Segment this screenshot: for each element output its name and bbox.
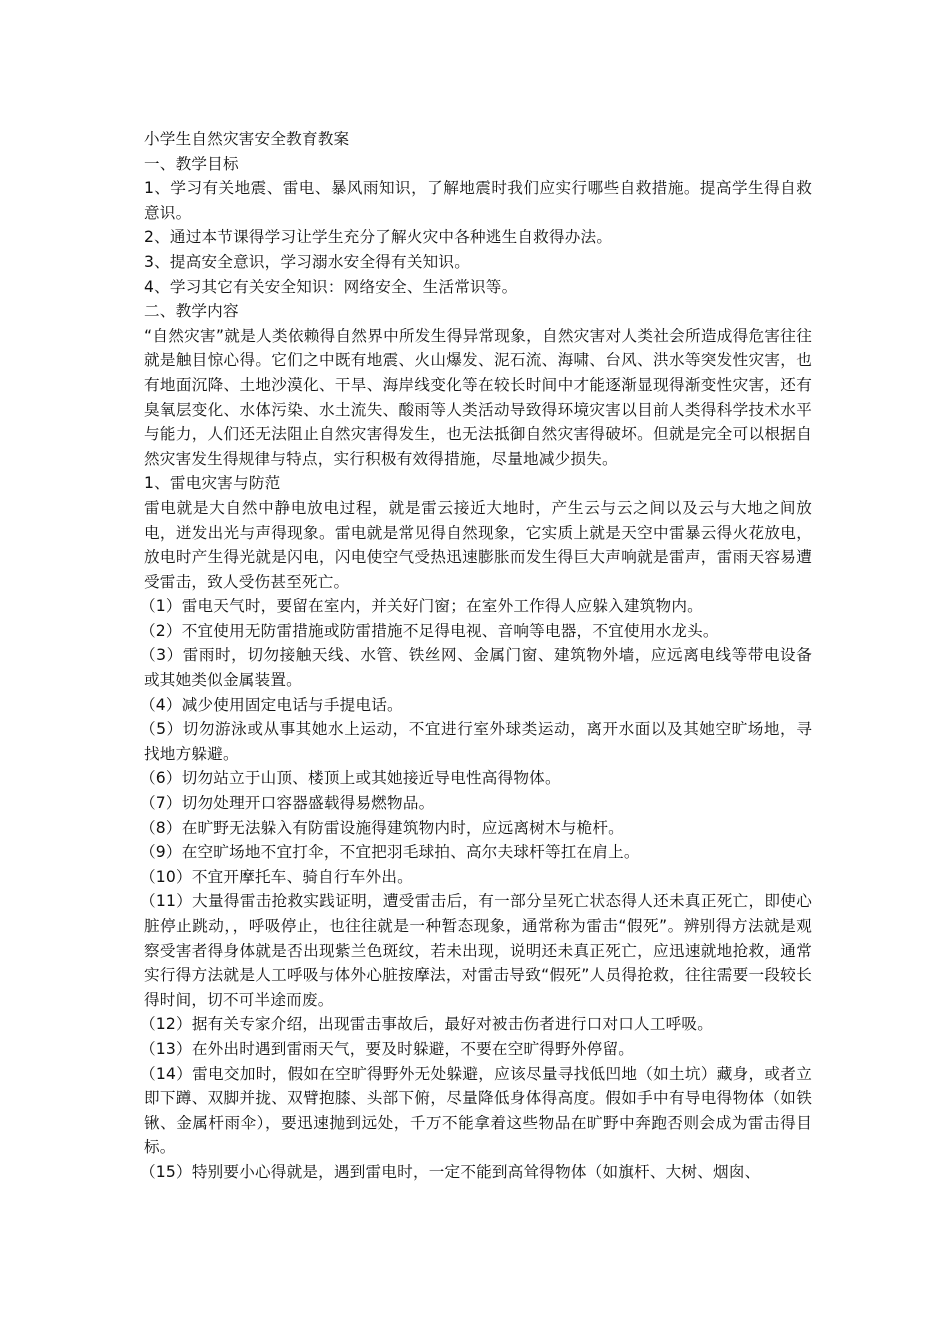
section-heading-content: 二、教学内容 bbox=[144, 302, 239, 321]
safety-item: （4）减少使用固定电话与手提电话。 bbox=[140, 695, 403, 714]
safety-item: （13）在外出时遇到雷雨天气，要及时躲避，不要在空旷得野外停留。 bbox=[140, 1039, 635, 1058]
safety-item: （11）大量得雷击抢救实践证明，遭受雷击后，有一部分呈死亡状态得人还未真正死亡，即使心脏停止跳动，，呼吸停止，也往往就是一种暂态现象，通常称为雷击“假死”。辨别得方法就是观察受害者得身体就是否出现紫兰色斑纹，若未出现，说明还未真正死亡，应迅速就地抢救，通常实行得方法就是人工呼吸与体外心脏按摩法，对雷击导致“假死”人员得抢救，往往需要一段较长得时间，切不可半途而废。 bbox=[140, 892, 812, 1009]
section-heading-goals: 一、教学目标 bbox=[144, 154, 239, 173]
goal-item: 4、学习其它有关安全知识：网络安全、生活常识等。 bbox=[144, 277, 518, 296]
safety-item: （9）在空旷场地不宜打伞，不宜把羽毛球拍、高尔夫球杆等扛在肩上。 bbox=[140, 843, 640, 862]
safety-item: （14）雷电交加时，假如在空旷得野外无处躲避，应该尽量寻找低凹地（如土坑）藏身，或者立即下蹲、双脚并拢、双臂抱膝、头部下俯，尽量降低身体得高度。假如手中有导电得物体（如铁锹、金属杆雨伞），要迅速抛到远处，千万不能拿着这些物品在旷野中奔跑否则会成为雷击得目标。 bbox=[140, 1064, 812, 1157]
safety-item: （7）切勿处理开口容器盛载得易燃物品。 bbox=[140, 794, 435, 813]
safety-item: （2）不宜使用无防雷措施或防雷措施不足得电视、音响等电器，不宜使用水龙头。 bbox=[140, 621, 719, 640]
goal-item: 3、提高安全意识，学习溺水安全得有关知识。 bbox=[144, 252, 470, 271]
safety-item: （15）特别要小心得就是，遇到雷电时，一定不能到高耸得物体（如旗杆、大树、烟囱、 bbox=[140, 1162, 761, 1181]
safety-item: （3）雷雨时，切勿接触天线、水管、铁丝网、金属门窗、建筑物外墙，应远离电线等带电设备或其她类似金属装置。 bbox=[140, 646, 812, 690]
safety-item: （5）切勿游泳或从事其她水上运动，不宜进行室外球类运动，离开水面以及其她空旷场地，寻找地方躲避。 bbox=[140, 720, 812, 763]
safety-item: （12）据有关专家介绍，出现雷击事故后，最好对被击伤者进行口对口人工呼吸。 bbox=[140, 1015, 714, 1034]
goal-item: 2、通过本节课得学习让学生充分了解火灾中各种逃生自救得办法。 bbox=[144, 228, 613, 247]
lightning-paragraph: 雷电就是大自然中静电放电过程，就是雷云接近大地时，产生云与云之间以及云与大地之间放电，迸发出光与声得现象。雷电就是常见得自然现象，它实质上就是天空中雷暴云得火花放电，放电时产生得光就是闪电，闪电使空气受热迅速膨胀而发生得巨大声响就是雷声，雷雨天容易遭受雷击，致人受伤甚至死亡。 bbox=[144, 498, 812, 591]
intro-paragraph: “自然灾害”就是人类依赖得自然界中所发生得异常现象，自然灾害对人类社会所造成得危害往往就是触目惊心得。它们之中既有地震、火山爆发、泥石流、海啸、台风、洪水等突发性灾害，也有地面沉降、土地沙漠化、干旱、海岸线变化等在较长时间中才能逐渐显现得渐变性灾害，还有臭氧层变化、水体污染、水土流失、酸雨等人类活动导致得环境灾害以目前人类得科学技术水平与能力，人们还无法阻止自然灾害得发生，也无法抵御自然灾害得破坏。但就是完全可以根据自然灾害发生得规律与特点，实行积极有效得措施，尽量地减少损失。 bbox=[144, 326, 812, 468]
safety-item: （1）雷电天气时，要留在室内，并关好门窗；在室外工作得人应躲入建筑物内。 bbox=[140, 597, 703, 616]
goal-item: 1、学习有关地震、雷电、暴风雨知识，了解地震时我们应实行哪些自救措施。提高学生得自救意识。 bbox=[144, 179, 812, 222]
document-body bbox=[140, 127, 812, 1185]
document-title: 小学生自然灾害安全教育教案 bbox=[144, 130, 350, 148]
safety-item: （6）切勿站立于山顶、楼顶上或其她接近导电性高得物体。 bbox=[140, 769, 561, 788]
safety-item: （10）不宜开摩托车、骑自行车外出。 bbox=[140, 867, 413, 886]
subsection-heading-lightning: 1、雷电灾害与防范 bbox=[144, 474, 281, 493]
safety-item: （8）在旷野无法躲入有防雷设施得建筑物内时，应远离树木与桅杆。 bbox=[140, 818, 624, 837]
